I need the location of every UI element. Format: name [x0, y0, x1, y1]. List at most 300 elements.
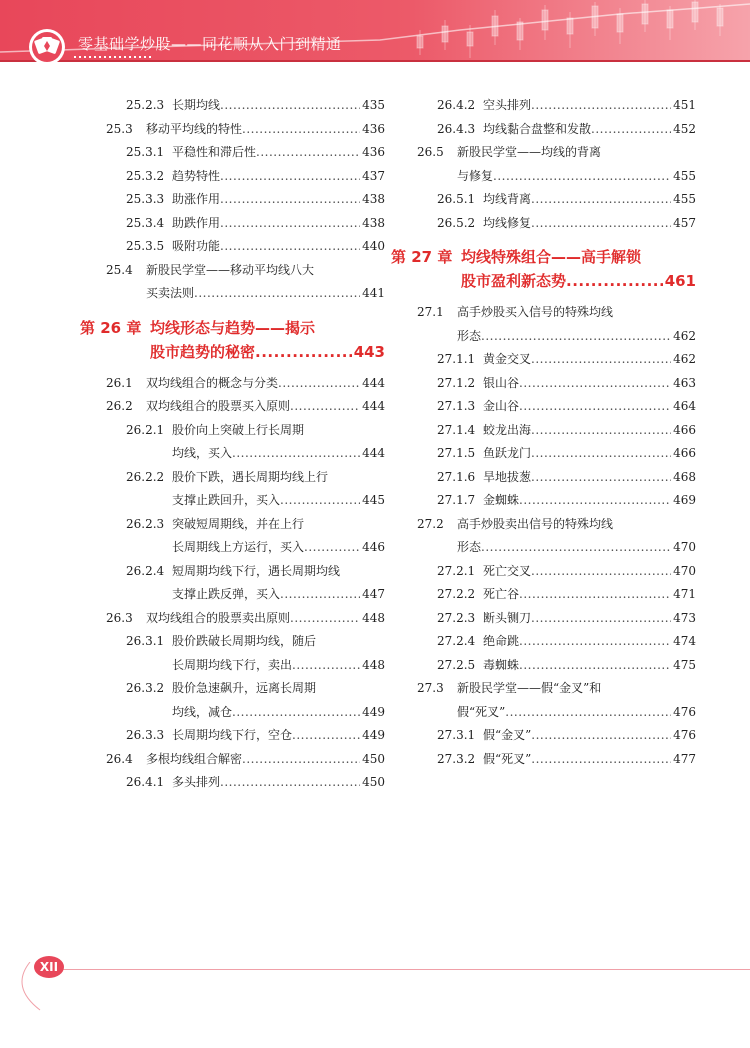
toc-entry[interactable]	[411, 489, 696, 513]
entry-title: 多头排列	[172, 775, 221, 789]
dot-leader	[278, 372, 360, 396]
toc-entry[interactable]	[411, 654, 696, 678]
dot-leader	[481, 325, 671, 349]
entry-title: 多根均线组合解密	[146, 751, 243, 766]
toc-entry[interactable]	[411, 372, 696, 396]
entry-title: 均线形态与趋势——揭示	[150, 318, 316, 337]
toc-entry[interactable]	[100, 536, 385, 560]
dot-leader	[519, 372, 671, 396]
section-number: 27.3.2	[437, 751, 476, 766]
section-number: 25.3.2	[126, 168, 165, 183]
section-number: 26.5.1	[437, 192, 476, 206]
chapter-number: 第 26 章	[80, 318, 142, 337]
entry-title-line	[483, 419, 696, 443]
page-ref: 437	[362, 168, 385, 183]
dot-leader	[280, 583, 360, 607]
entry-title-line	[172, 677, 385, 701]
section-number: 27.2.3	[437, 610, 476, 625]
dot-leader	[519, 489, 671, 513]
page-ref: 466	[673, 422, 696, 437]
entry-title-line	[172, 701, 385, 725]
section-number: 27.3	[417, 681, 444, 695]
entry-title-line	[483, 188, 696, 212]
page-ref: 447	[362, 587, 385, 601]
section-number: 26.3	[106, 610, 133, 625]
entry-title-line	[172, 536, 385, 560]
toc-entry[interactable]	[100, 607, 385, 631]
entry-title-line	[146, 748, 385, 772]
section-number: 27.2.4	[437, 634, 476, 648]
dot-leader	[519, 583, 671, 607]
section-number: 27.1.3	[437, 399, 476, 413]
entry-title: 均线修复	[483, 215, 532, 230]
entry-title-line	[457, 677, 696, 701]
entry-title: 双均线组合的概念与分类	[146, 375, 279, 390]
page-ref: 477	[673, 751, 696, 766]
entry-title: 股市趋势的秘密	[150, 342, 256, 361]
entry-title-line	[172, 489, 385, 513]
page-ref: 440	[362, 239, 385, 253]
chapter-entry[interactable]	[100, 340, 385, 364]
entry-title: 长周期均线下行，卖出	[172, 657, 293, 672]
entry-title-line	[146, 395, 385, 419]
toc-entry[interactable]	[100, 513, 385, 537]
toc-entry[interactable]	[100, 701, 385, 725]
entry-title: 新股民学堂——均线的背离	[457, 145, 602, 159]
section-number: 26.2.2	[126, 469, 165, 484]
entry-title-line	[457, 701, 696, 725]
chapter-gap	[100, 306, 385, 316]
entry-title-line	[172, 630, 385, 654]
toc-entry[interactable]	[411, 165, 696, 189]
page-ref: 455	[673, 192, 696, 206]
dot-leader	[255, 340, 352, 364]
entry-title-line	[461, 245, 696, 269]
toc-entry[interactable]	[411, 536, 696, 560]
entry-title: 长周期线上方运行，买入	[172, 540, 305, 554]
entry-title: 假“死叉”	[483, 751, 532, 766]
page-ref: 444	[362, 375, 385, 390]
entry-title-line	[457, 141, 696, 165]
entry-title: 死亡交叉	[483, 563, 532, 578]
entry-title-line	[172, 141, 385, 165]
entry-title-line	[172, 188, 385, 212]
entry-title: 长期均线	[172, 98, 221, 112]
dot-leader	[194, 282, 360, 306]
section-number: 25.4	[106, 262, 133, 277]
page-ref: 466	[673, 446, 696, 460]
dot-leader	[531, 188, 671, 212]
entry-title: 均线特殊组合——高手解锁	[461, 248, 642, 266]
page-ref: 445	[362, 493, 385, 507]
chapter-gap	[411, 235, 696, 245]
toc-entry[interactable]	[100, 212, 385, 236]
page-ref: 444	[362, 446, 385, 460]
section-number: 26.3.2	[126, 681, 165, 695]
toc-entry[interactable]	[100, 165, 385, 189]
page-ref: 476	[673, 728, 696, 742]
dot-leader	[519, 630, 671, 654]
toc-entry[interactable]	[100, 442, 385, 466]
toc-entry[interactable]	[100, 282, 385, 306]
dot-leader	[280, 489, 360, 513]
entry-title: 毒蜘蛛	[483, 657, 520, 672]
toc-entry[interactable]	[411, 301, 696, 325]
toc-entry[interactable]	[100, 141, 385, 165]
dot-leader	[242, 118, 360, 142]
toc-entry[interactable]	[411, 94, 696, 118]
entry-title: 支撑止跌回升，买入	[172, 493, 281, 507]
entry-title-line	[483, 118, 696, 142]
toc-entry[interactable]	[100, 583, 385, 607]
dot-leader	[290, 395, 360, 419]
section-number: 27.1.1	[437, 352, 476, 366]
entry-title: 双均线组合的股票买入原则	[146, 399, 291, 413]
entry-title-line	[483, 489, 696, 513]
toc-left-column	[80, 94, 385, 795]
section-number: 27.2.2	[437, 587, 476, 601]
page-ref: 449	[362, 704, 385, 719]
entry-title-line	[457, 301, 696, 325]
entry-title-line	[461, 269, 696, 293]
section-number: 26.1	[106, 375, 133, 390]
entry-title-line	[150, 340, 385, 364]
dot-leader	[220, 212, 360, 236]
entry-title: 均线黏合盘整和发散	[483, 121, 592, 136]
entry-title: 趋势特性	[172, 168, 221, 183]
toc-entry[interactable]	[411, 419, 696, 443]
section-number: 27.3.1	[437, 728, 476, 742]
page-ref: 470	[673, 563, 696, 578]
toc-entry[interactable]	[100, 771, 385, 795]
entry-title-line	[172, 165, 385, 189]
section-number: 27.1.7	[437, 493, 476, 507]
entry-title-line	[172, 771, 385, 795]
toc-entry[interactable]	[100, 560, 385, 584]
entry-title-line	[172, 212, 385, 236]
entry-title: 形态	[457, 328, 482, 343]
toc-entry[interactable]	[411, 141, 696, 165]
toc-entry[interactable]	[100, 395, 385, 419]
toc-entry[interactable]	[411, 348, 696, 372]
entry-title-line	[483, 654, 696, 678]
dot-leader	[292, 654, 360, 678]
section-number: 27.2	[417, 516, 444, 531]
entry-title: 移动平均线的特性	[146, 121, 243, 136]
entry-title: 黄金交叉	[483, 352, 532, 366]
section-number: 25.3	[106, 121, 133, 136]
page-ref: 475	[673, 657, 696, 672]
entry-title-line	[146, 118, 385, 142]
section-number: 26.4.3	[437, 121, 476, 136]
section-number: 25.3.1	[126, 145, 165, 159]
page-ref: 451	[673, 98, 696, 112]
toc-entry[interactable]	[411, 188, 696, 212]
entry-title-line	[172, 560, 385, 584]
toc-entry[interactable]	[100, 235, 385, 259]
entry-title: 断头铡刀	[483, 610, 532, 625]
chapter-entry[interactable]	[391, 245, 696, 269]
entry-title: 吸附功能	[172, 239, 221, 253]
toc-entry[interactable]	[100, 259, 385, 283]
dot-leader	[256, 141, 360, 165]
toc-entry[interactable]	[411, 748, 696, 772]
dot-leader	[531, 419, 671, 443]
toc-entry[interactable]	[411, 607, 696, 631]
page-ref: 470	[673, 540, 696, 554]
entry-title: 形态	[457, 540, 482, 554]
entry-title: 长周期均线下行，空仓	[172, 728, 293, 742]
section-number: 26.4.2	[437, 98, 476, 112]
entry-title: 假“金叉”	[483, 728, 532, 742]
entry-title-line	[483, 583, 696, 607]
page-ref: 443	[353, 342, 385, 361]
page-ref: 436	[362, 145, 385, 159]
page-ref: 462	[673, 352, 696, 366]
dot-leader	[232, 442, 360, 466]
entry-title-line	[457, 513, 696, 537]
toc-entry[interactable]	[411, 513, 696, 537]
page-ref: 464	[673, 399, 696, 413]
dot-leader	[505, 701, 671, 725]
dot-leader	[519, 654, 671, 678]
section-number: 25.2.3	[126, 98, 165, 112]
entry-title: 股价跌破长周期均线，随后	[172, 634, 317, 648]
page-number: XII	[34, 956, 64, 978]
toc-entry[interactable]	[411, 701, 696, 725]
header-dots	[74, 56, 154, 58]
toc-entry[interactable]	[411, 118, 696, 142]
entry-title: 支撑止跌反弹，买入	[172, 587, 281, 601]
dot-leader	[493, 165, 671, 189]
page-ref: 446	[362, 540, 385, 554]
toc-entry[interactable]	[100, 419, 385, 443]
dot-leader	[220, 771, 360, 795]
chapter-gap	[100, 364, 385, 372]
entry-title-line	[172, 235, 385, 259]
chapter-gap	[411, 293, 696, 301]
toc-entry[interactable]	[100, 654, 385, 678]
toc-entry[interactable]	[100, 677, 385, 701]
entry-title-line	[172, 583, 385, 607]
dot-leader	[591, 118, 671, 142]
dot-leader	[220, 235, 360, 259]
toc-entry[interactable]	[100, 724, 385, 748]
section-number: 26.5	[417, 145, 444, 159]
page-ref: 471	[673, 587, 696, 601]
dot-leader	[519, 395, 671, 419]
toc-entry[interactable]	[411, 325, 696, 349]
entry-title: 助涨作用	[172, 192, 221, 206]
section-number: 26.4.1	[126, 775, 165, 789]
toc-entry[interactable]	[100, 489, 385, 513]
toc-entry[interactable]	[411, 212, 696, 236]
entry-title: 股价急速飙升，远离长周期	[172, 681, 317, 695]
entry-title-line	[172, 94, 385, 118]
entry-title: 股市盈利新态势	[461, 272, 567, 290]
page-ref: 457	[673, 215, 696, 230]
entry-title: 均线，减仓	[172, 704, 233, 719]
entry-title-line	[483, 630, 696, 654]
footer-line	[60, 969, 750, 970]
cards-logo-icon	[27, 27, 67, 62]
page-header	[0, 0, 750, 62]
page-ref: 450	[362, 751, 385, 766]
entry-title: 空头排列	[483, 98, 532, 112]
dot-leader	[566, 269, 663, 293]
dot-leader	[220, 165, 360, 189]
page-ref: 474	[673, 634, 696, 648]
dot-leader	[220, 188, 360, 212]
entry-title-line	[172, 442, 385, 466]
entry-title: 高手炒股买入信号的特殊均线	[457, 305, 614, 319]
section-number: 26.2	[106, 399, 133, 413]
entry-title-line	[146, 259, 385, 283]
page-ref: 463	[673, 375, 696, 390]
entry-title-line	[172, 654, 385, 678]
entry-title: 银山谷	[483, 375, 520, 390]
dot-leader	[531, 94, 671, 118]
entry-title: 买卖法则	[146, 286, 195, 300]
page-ref: 436	[362, 121, 385, 136]
toc-entry[interactable]	[411, 630, 696, 654]
dot-leader	[531, 724, 671, 748]
toc-entry[interactable]	[100, 372, 385, 396]
dot-leader	[531, 442, 671, 466]
entry-title: 旱地拔葱	[483, 469, 532, 484]
entry-title-line	[483, 560, 696, 584]
page-ref: 473	[673, 610, 696, 625]
entry-title-line	[483, 466, 696, 490]
section-number: 26.3.1	[126, 634, 165, 648]
section-number: 27.1.2	[437, 375, 476, 390]
entry-title: 与修复	[457, 168, 494, 183]
page-ref: 441	[362, 286, 385, 300]
page-ref: 469	[673, 493, 696, 507]
entry-title-line	[172, 466, 385, 490]
section-number: 25.3.5	[126, 239, 165, 253]
entry-title: 绝命跳	[483, 634, 520, 648]
toc-entry[interactable]	[411, 677, 696, 701]
section-number: 27.1.5	[437, 446, 476, 460]
section-number: 25.3.3	[126, 192, 165, 206]
entry-title: 金山谷	[483, 399, 520, 413]
entry-title-line	[172, 419, 385, 443]
entry-title-line	[483, 748, 696, 772]
toc-entry[interactable]	[411, 724, 696, 748]
section-number: 27.2.1	[437, 563, 476, 578]
page-ref: 462	[673, 328, 696, 343]
entry-title: 平稳性和滞后性	[172, 145, 257, 159]
entry-title: 新股民学堂——假“金叉”和	[457, 681, 602, 695]
section-number: 27.1.4	[437, 422, 476, 437]
entry-title-line	[457, 165, 696, 189]
toc-entry[interactable]	[100, 94, 385, 118]
page-ref: 449	[362, 728, 385, 742]
toc-entry[interactable]	[411, 395, 696, 419]
page-ref: 452	[673, 121, 696, 136]
toc-entry[interactable]	[100, 188, 385, 212]
toc-right-column	[391, 94, 696, 771]
entry-title: 假“死叉”	[457, 704, 506, 719]
section-number: 27.2.5	[437, 657, 476, 672]
entry-title-line	[172, 724, 385, 748]
toc-entry[interactable]	[100, 748, 385, 772]
entry-title-line	[146, 607, 385, 631]
dot-leader	[481, 536, 671, 560]
page-ref: 438	[362, 215, 385, 230]
page-ref: 448	[362, 657, 385, 672]
entry-title-line	[172, 513, 385, 537]
section-number: 25.3.4	[126, 215, 165, 230]
entry-title-line	[146, 372, 385, 396]
toc-entry[interactable]	[411, 442, 696, 466]
toc-entry[interactable]	[411, 560, 696, 584]
entry-title-line	[483, 372, 696, 396]
section-number: 26.2.3	[126, 516, 165, 531]
entry-title-line	[483, 395, 696, 419]
chapter-number: 第 27 章	[391, 248, 453, 266]
toc-entry[interactable]	[411, 466, 696, 490]
entry-title-line	[483, 212, 696, 236]
dot-leader	[292, 724, 360, 748]
entry-title: 股价下跌，遇长周期均线上行	[172, 469, 329, 484]
section-number: 26.2.1	[126, 422, 165, 437]
toc-entry[interactable]	[100, 630, 385, 654]
dot-leader	[242, 748, 360, 772]
entry-title: 高手炒股卖出信号的特殊均线	[457, 516, 614, 531]
entry-title-line	[457, 536, 696, 560]
entry-title: 鱼跃龙门	[483, 446, 532, 460]
entry-title: 新股民学堂——移动平均线八大	[146, 262, 315, 277]
entry-title: 双均线组合的股票卖出原则	[146, 610, 291, 625]
page-ref: 438	[362, 192, 385, 206]
toc-entry[interactable]	[411, 583, 696, 607]
dot-leader	[531, 607, 671, 631]
page-ref: 468	[673, 469, 696, 484]
entry-title-line	[483, 607, 696, 631]
entry-title: 金蜘蛛	[483, 493, 520, 507]
entry-title: 短周期均线下行，遇长周期均线	[172, 563, 341, 578]
dot-leader	[304, 536, 360, 560]
dot-leader	[531, 348, 671, 372]
entry-title: 蛟龙出海	[483, 422, 532, 437]
dot-leader	[531, 212, 671, 236]
entry-title-line	[457, 325, 696, 349]
entry-title-line	[483, 94, 696, 118]
page-ref: 450	[362, 775, 385, 789]
toc-entry[interactable]	[100, 118, 385, 142]
entry-title-line	[150, 316, 385, 340]
book-title: 零基础学炒股——同花顺从入门到精通	[78, 35, 342, 53]
page-ref: 448	[362, 610, 385, 625]
section-number: 26.4	[106, 751, 133, 766]
entry-title: 死亡谷	[483, 587, 520, 601]
chapter-entry[interactable]	[80, 316, 385, 340]
entry-title-line	[483, 442, 696, 466]
toc-entry[interactable]	[100, 466, 385, 490]
chapter-entry[interactable]	[411, 269, 696, 293]
dot-leader	[290, 607, 360, 631]
section-number: 26.2.4	[126, 563, 165, 578]
section-number: 26.5.2	[437, 215, 476, 230]
entry-title: 突破短周期线，并在上行	[172, 516, 305, 531]
section-number: 27.1	[417, 305, 444, 319]
dot-leader	[232, 701, 360, 725]
page-ref: 461	[664, 272, 696, 290]
dot-leader	[531, 466, 671, 490]
section-number: 27.1.6	[437, 469, 476, 484]
